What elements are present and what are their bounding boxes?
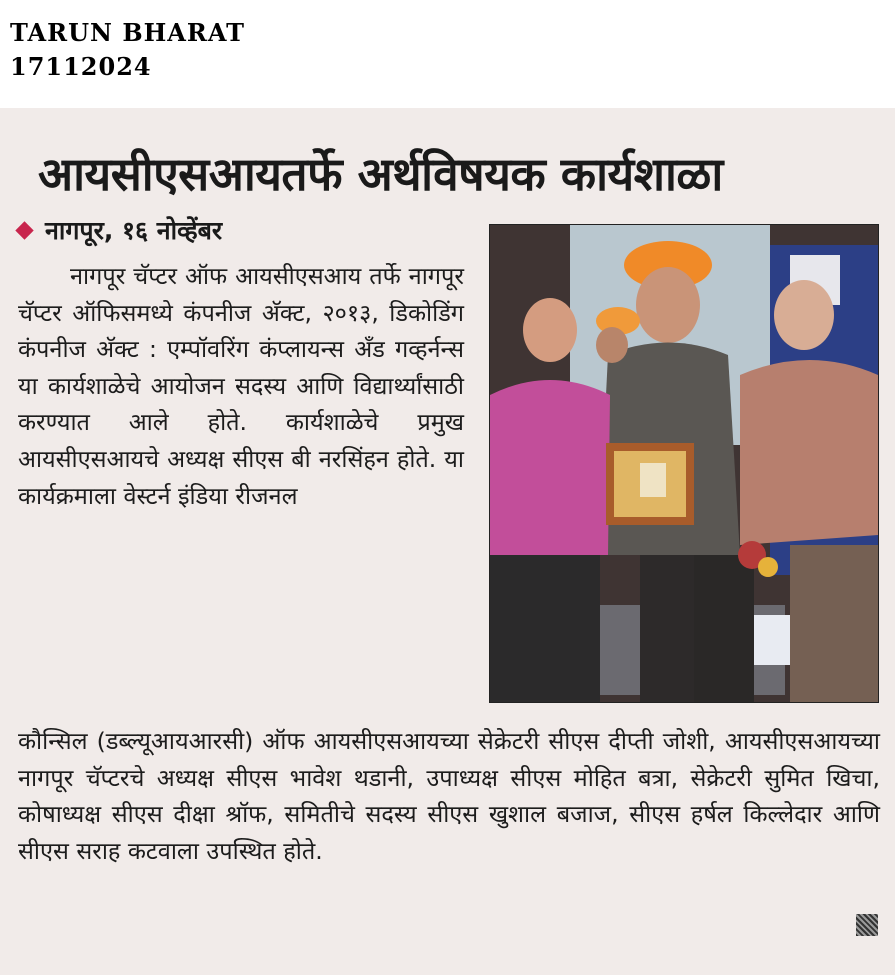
- article-full-width: [18, 723, 880, 869]
- bullet-diamond-icon: [15, 221, 33, 239]
- article-column-text: नागपूर चॅप्टर ऑफ आयसीएसआय तर्फे नागपूर चॅप्टर ऑफिसमध्ये कंपनीज अ‍ॅक्ट, २०१३, डिकोडिंग कंपनीज अ‍ॅक्ट : एम्पॉवरिंग कंप्लायन्स अँड गव्हर्नन्स या कार्यशाळेचे आयोजन सदस्य आणि विद्यार्थ्यांसाठी करण्यात आले होते. कार्यशाळेचे प्रमुख आयसीएसआयचे अध्यक्ष सीएस बी नरसिंहन होते. या कार्यक्रमाला वेस्टर्न इंडिया रीजनल: [18, 262, 464, 510]
- event-photo-illustration: [490, 225, 878, 702]
- article-column: [18, 258, 464, 514]
- article-dateline: [14, 213, 222, 249]
- article-end: [848, 914, 878, 936]
- clipping-header: [10, 16, 245, 84]
- end-mark-icon: [856, 914, 878, 936]
- publication-date: 17112024: [10, 52, 152, 81]
- news-clipping: [0, 108, 895, 975]
- article-full-text: कौन्सिल (डब्ल्यूआयआरसी) ऑफ आयसीएसआयच्या सेक्रेटरी सीएस दीप्ती जोशी, आयसीएसआयच्या नागपूर चॅप्टरचे अध्यक्ष सीएस भावेश थडानी, उपाध्यक्ष सीएस मोहित बत्रा, सेक्रेटरी सुमित खिचा, कोषाध्यक्ष सीएस दीक्षा श्रॉफ, समितीचे सदस्य सीएस खुशाल बजाज, सीएस हर्षल किल्लेदार आणि सीएस सराह कटवाला उपस्थित होते.: [18, 727, 880, 865]
- article-headline: आयसीएसआयतर्फे अर्थविषयक कार्यशाळा: [38, 147, 723, 201]
- event-photo: [489, 224, 879, 703]
- publication-name: TARUN BHARAT: [10, 18, 246, 47]
- dateline-text: नागपूर, १६ नोव्हेंबर: [45, 216, 223, 245]
